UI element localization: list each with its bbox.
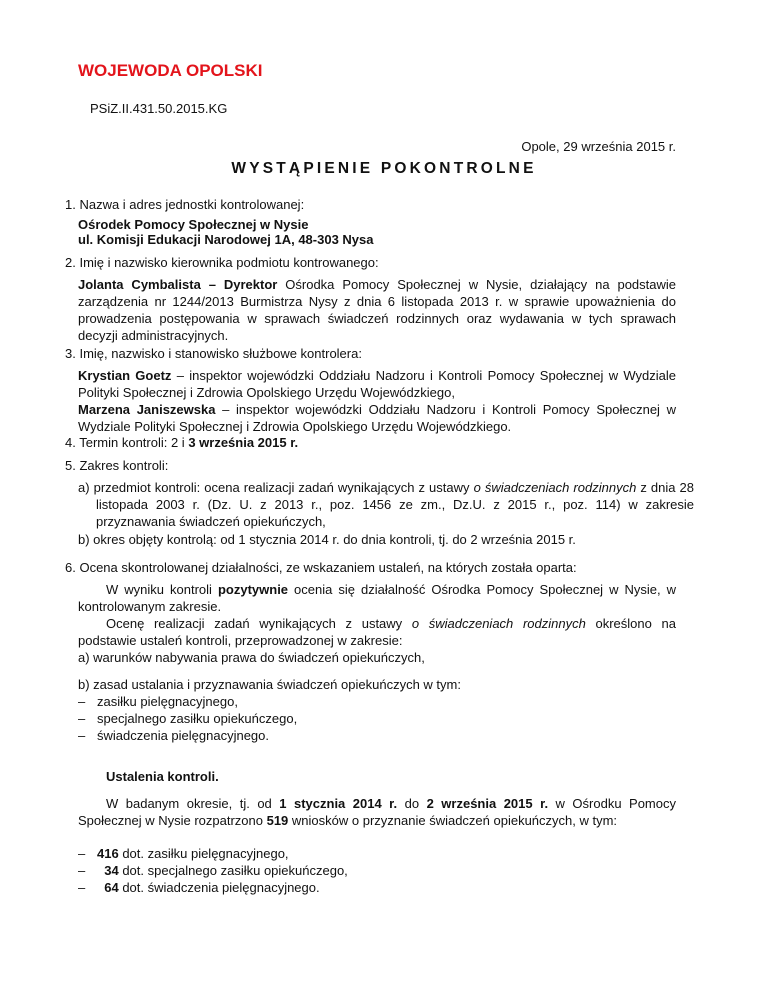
list-item [78,693,297,710]
unit-address: ul. Komisji Edukacji Narodowej 1A, 48-303 Nysa [78,232,374,247]
section6-paragraph-2 [78,615,676,649]
list-item [78,862,348,879]
director-description: Ośrodka Pomocy Społecznej w Nysie, działający na podstawie zarządzenia nr 1244/2013 Burmistrza Nysy z dnia 6 listopada 2013 r. w sprawie upoważnienia do prowadzenia postępowania w sprawach świadczeń rodzinnych oraz wydawania w tych sprawach decyzji administracyjnych. [78,277,677,343]
section4-date: 3 września 2015 r. [188,435,299,450]
section5-a-italic: o świadczeniach rodzinnych [473,480,637,495]
findings-t4: wniosków o przyznanie świadczeń opiekuńczych, w tym: [288,813,618,828]
p2-prefix: Ocenę realizacji zadań wynikających z ustawy [106,616,412,631]
section4-inspection-date [65,434,298,451]
reference-number: PSiZ.II.431.50.2015.KG [90,101,228,116]
dash-bullet: – [78,694,86,709]
dash-bullet: – [78,846,86,861]
section2-body [78,276,676,344]
list-item [78,879,348,896]
item-count: 64 [104,880,119,895]
p2-italic: o świadczeniach rodzinnych [411,616,586,631]
section5-item-b: b) okres objęty kontrolą: od 1 stycznia 2014 r. do dnia kontroli, tj. do 2 września 2015 r. [78,532,576,547]
inspector-2-name: Marzena Janiszewska [78,402,216,417]
section2-heading: 2. Imię i nazwisko kierownika podmiotu kontrowanego: [65,255,379,270]
list-item [78,710,297,727]
benefit-item-text: świadczenia pielęgnacyjnego. [97,728,270,743]
list-item [78,727,297,744]
document-title: WYSTĄPIENIE POKONTROLNE [231,160,537,177]
item-text: dot. świadczenia pielęgnacyjnego. [118,880,320,895]
item-count: 34 [104,863,119,878]
section5-heading: 5. Zakres kontroli: [65,458,169,473]
section3-heading: 3. Imię, nazwisko i stanowisko służbowe kontrolera: [65,346,362,361]
item-count: 416 [97,846,119,861]
section6-item-a: a) warunków nabywania prawa do świadczeń opiekuńczych, [78,650,425,665]
benefit-item-text: specjalnego zasiłku opiekuńczego, [97,711,298,726]
dash-bullet: – [78,863,86,878]
place-date: Opole, 29 września 2015 r. [521,139,676,154]
p2-suffix: określono na podstawie ustaleń kontroli, przeprowadzonej w zakresie: [78,616,676,648]
inspector-2 [78,401,676,435]
findings-t3: w Ośrodku Pomocy Społecznej w Nysie rozpatrzono [78,796,676,828]
section5-a-suffix: z dnia 28 listopada 2003 r. (Dz. U. z 2013 r., poz. 1456 ze zm., Dz.U. z 2015 r., poz. 114) w zakresie przyznawania świadczeń opiekuńczych, [96,480,694,529]
findings-heading: Ustalenia kontroli. [106,769,219,784]
item-text: dot. zasiłku pielęgnacyjnego, [118,846,289,861]
section6-item-b: b) zasad ustalania i przyznawania świadczeń opiekuńczych w tym: [78,677,461,692]
section4-prefix: 4. Termin kontroli: 2 i [65,435,189,450]
inspector-1 [78,367,676,401]
findings-b3: 519 [266,813,289,828]
findings-t1: W badanym okresie, tj. od [106,796,280,811]
p1-suffix: ocenia się działalność Ośrodka Pomocy Społecznej w Nysie, w kontrolowanym zakresie. [78,582,676,614]
p1-bold: pozytywnie [217,582,289,597]
section5-item-a [78,479,694,530]
director-name: Jolanta Cymbalista – Dyrektor [78,277,278,292]
findings-b1: 1 stycznia 2014 r. [279,796,398,811]
inspector-1-role: – inspektor wojewódzki Oddziału Nadzoru i Kontroli Pomocy Społecznej w Wydziale Polityki Społecznej i Zdrowia Opolskiego Urzędu Wojewódzkiego, [78,368,676,400]
findings-paragraph [78,795,676,829]
findings-b2: 2 września 2015 r. [426,796,549,811]
inspector-2-role: – inspektor wojewódzki Oddziału Nadzoru i Kontroli Pomocy Społecznej w Wydziale Polityki Społecznej i Zdrowia Opolskiego Urzędu Wojewódzkiego. [78,402,676,434]
section6-paragraph-1 [78,581,676,615]
dash-bullet: – [78,728,86,743]
findings-list [78,845,348,896]
list-item [78,845,348,862]
p1-prefix: W wyniku kontroli [106,582,218,597]
section5-a-prefix: a) przedmiot kontroli: ocena realizacji zadań wynikających z ustawy [78,480,474,495]
inspector-1-name: Krystian Goetz [78,368,172,383]
benefit-list [78,693,297,744]
dash-bullet: – [78,880,86,895]
section3-body [78,367,676,435]
dash-bullet: – [78,711,86,726]
section6-heading: 6. Ocena skontrolowanej działalności, ze wskazaniem ustaleń, na których została oparta: [65,560,577,575]
benefit-item-text: zasiłku pielęgnacyjnego, [97,694,238,709]
item-text: dot. specjalnego zasiłku opiekuńczego, [118,863,348,878]
unit-name: Ośrodek Pomocy Społecznej w Nysie [78,217,309,232]
findings-t2: do [397,796,427,811]
organization-name: WOJEWODA OPOLSKI [78,61,263,80]
section1-heading: 1. Nazwa i adres jednostki kontrolowanej: [65,197,305,212]
